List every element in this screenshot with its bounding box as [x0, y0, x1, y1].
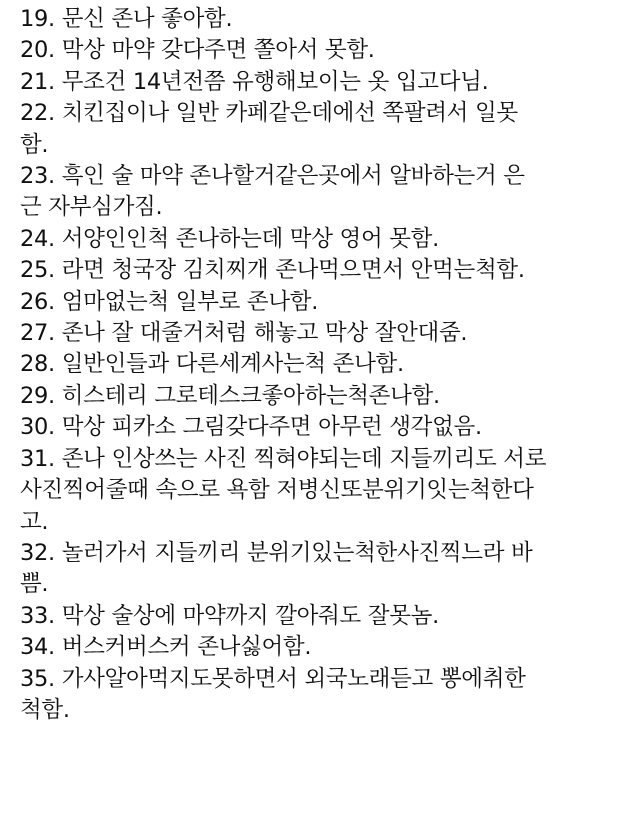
- text-line: 30. 막상 피카소 그림갖다주면 아무런 생각없음.: [20, 414, 482, 441]
- text-line: 척함.: [20, 696, 70, 723]
- text-line: 고.: [20, 508, 49, 535]
- text-line: 쁨.: [20, 571, 49, 598]
- text-line: 35. 가사알아먹지도못하면서 외국노래듣고 뽕에취한: [20, 665, 526, 692]
- text-line: 20. 막상 마약 갖다주면 쫄아서 못함.: [20, 37, 375, 64]
- text-line: 33. 막상 술상에 마약까지 깔아줘도 잘못놈.: [20, 602, 439, 629]
- text-line: 함.: [20, 131, 49, 158]
- text-line: 28. 일반인들과 다른세계사는척 존나함.: [20, 351, 404, 378]
- text-line: 27. 존나 잘 대줄거처럼 해놓고 막상 잘안대줌.: [20, 320, 468, 347]
- text-line: 26. 엄마없는척 일부로 존나함.: [20, 288, 319, 315]
- text-line: 19. 문신 존나 좋아함.: [20, 6, 233, 32]
- text-line: 34. 버스커버스커 존나싫어함.: [20, 634, 312, 661]
- text-line: 29. 히스테리 그로테스크좋아하는척존나함.: [20, 382, 440, 409]
- text-line: 21. 무조건 14년전쯤 유행해보이는 옷 입고다님.: [20, 68, 489, 95]
- text-line: 사진찍어줄때 속으로 욕함 저병신또분위기잇는척한다: [20, 477, 534, 504]
- text-line: 25. 라면 청국장 김치찌개 존나먹으면서 안먹는척함.: [20, 257, 525, 284]
- text-line: 31. 존나 인상쓰는 사진 찍혀야되는데 지들끼리도 서로: [20, 445, 547, 472]
- text-line: 32. 놀러가서 지들끼리 분위기있는척한사진찍느라 바: [20, 539, 533, 566]
- text-line: 23. 흑인 술 마약 존나할거같은곳에서 알바하는거 은: [20, 163, 525, 190]
- text-line: 22. 치킨집이나 일반 카페같은데에선 쪽팔려서 일못: [20, 100, 518, 127]
- text-line: 근 자부심가짐.: [20, 194, 163, 221]
- text-line: 24. 서양인인척 존나하는데 막상 영어 못함.: [20, 225, 439, 252]
